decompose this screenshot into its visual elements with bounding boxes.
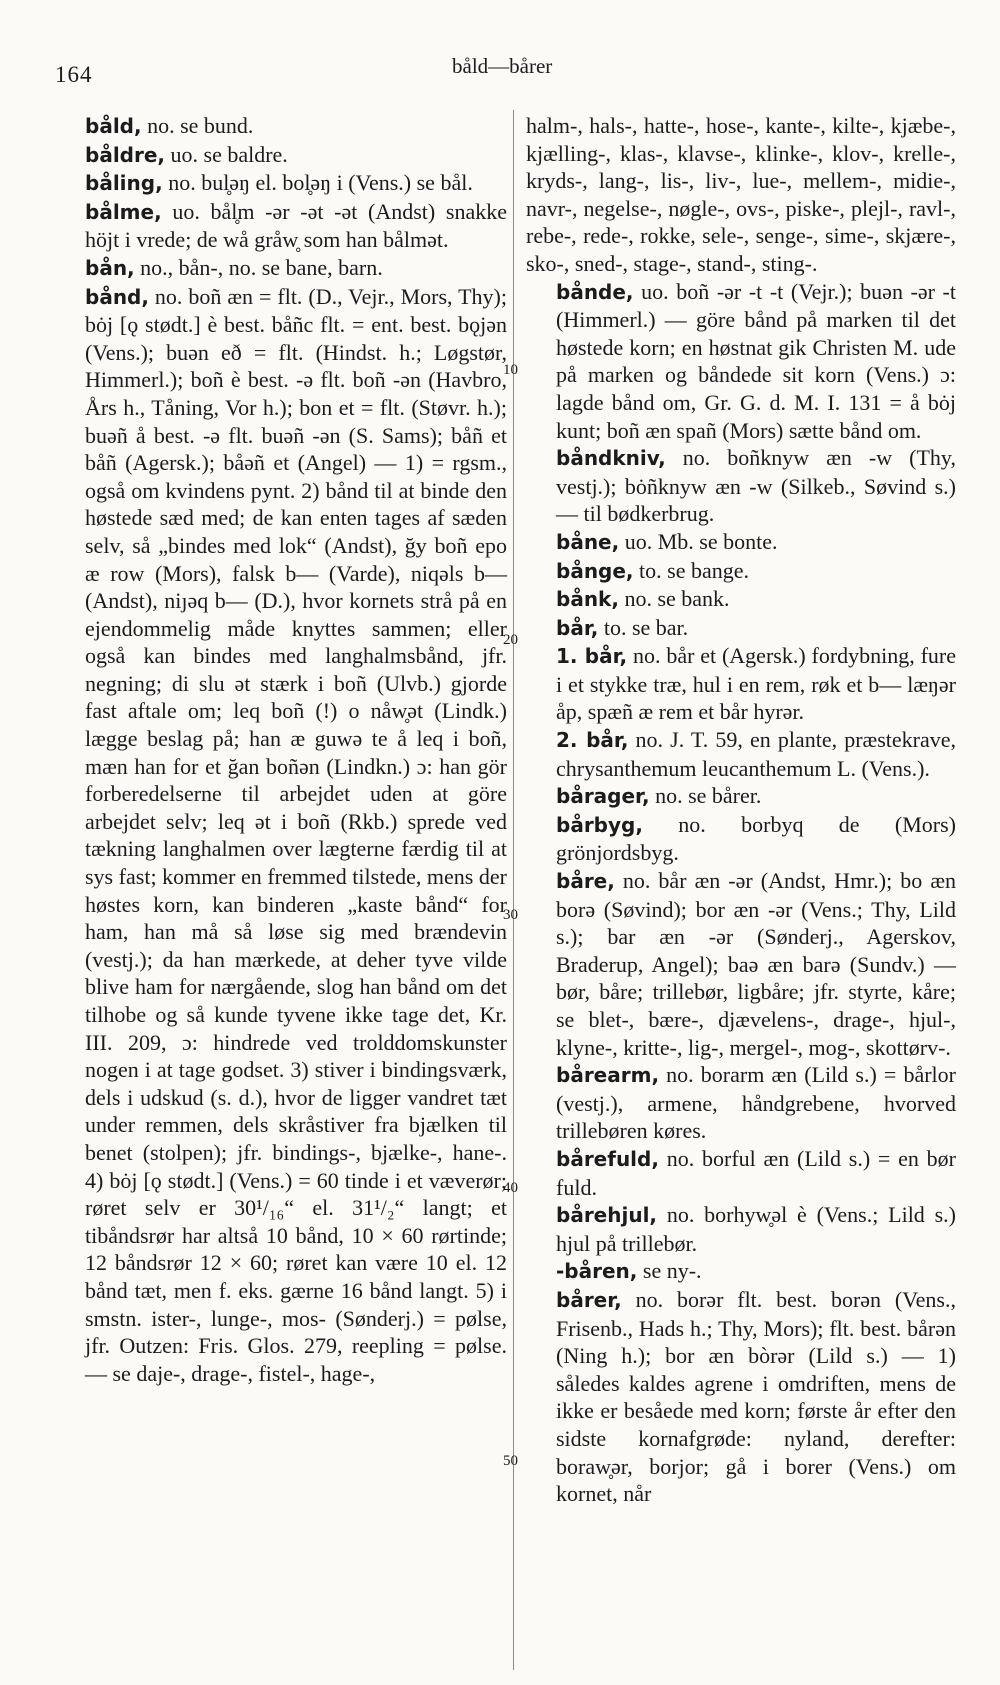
dictionary-entry [526,642,956,726]
entry-text: to. se bar. [598,614,689,640]
line-number: 30 [503,907,518,923]
entry-headword: bårefuld, [556,1146,659,1171]
entry-headword: bårbyg, [556,812,643,837]
dictionary-entry [526,726,956,782]
entry-text: to. se bange. [633,557,749,583]
running-head: båld—bårer [452,54,553,78]
entry-text: no. se bank. [618,586,730,612]
dictionary-entry [526,1257,956,1286]
entry-text: no. se bund. [141,113,254,138]
dictionary-entry [526,782,956,811]
entry-headword: båre, [556,869,615,894]
entry-headword: båndkniv, [556,446,666,471]
entry-headword: båne, [556,529,620,554]
dictionary-entry [55,112,507,141]
entry-headword: 1. bår, [556,644,628,669]
entry-text: uo. se baldre. [165,141,288,167]
entry-headword: -båren, [556,1259,638,1284]
line-number: 40 [503,1180,518,1196]
entry-headword: bår, [556,615,599,640]
entry-headword: bårager, [556,784,650,809]
entry-headword: bårearm, [556,1063,660,1088]
dictionary-entry [526,444,956,528]
dictionary-entry [526,614,956,643]
dictionary-entry [526,1061,956,1145]
entry-headword: bånk, [556,587,619,612]
dictionary-entry [55,198,507,254]
entry-headword: bånge, [556,558,634,583]
dictionary-entry [526,585,956,614]
dictionary-entry [526,1286,956,1508]
entry-headword: bånde, [556,279,634,304]
entry-text: no. bår æn -ər (Andst, Hmr.); bo æn borə (Søvind); bor æn -ər (Vens.; Thy, Lild s.); bar æn -ər (Sønderj., Agerskov, Braderup, Angel); baə æn barə (Sundv.) — bør, båre; trillebør, ligbåre; jfr. styrte, kåre; se blet-, bære-, djævelens-, drage-, hjul-, klyne-, kritte-, lig-, mergel-, mog-, skottørv-. [556,868,956,1060]
entry-text: no. bul̥əŋ el. bol̥əŋ i (Vens.) se bål. [162,170,473,196]
dictionary-entry [526,811,956,867]
line-number: 20 [503,632,518,648]
entry-text: no. se bårer. [649,783,762,809]
entry-headword: båld, [85,114,142,138]
entry-text: se ny-. [637,1258,702,1284]
column-divider [513,110,514,1670]
entry-headword: båldre, [85,142,166,167]
dictionary-entry [526,557,956,586]
entry-text: no. boñ æn = flt. (D., Vejr., Mors, Thy); bȯj [ǫ stødt.] è best. båñc flt. = ent. best. bǫjən (Vens.); buən eð = flt. (Hindst. h.; Løgstør, Himmerl.); boñ è best. -ə flt. boñ -ən (Havbro, Års h., Tåning, Vor h.); bon et = flt. (Støvr. h.); buəñ å best. -ə flt. buəñ -ən (S. Sams); båñ et båñ (Agersk.); båəñ et (Angel) — 1) = rgsm., også om kvindens pynt. 2) bånd til at binde den høstede sæd med; de kan enten tages af sæden selv, så „bindes med lok“ (Andst), ğy boñ epo æ row (Mors), falsk b— (Varde), niqəls b— (Andst), niȷəq b— (D.), hvor kornets strå på en ejendommelig måde knyttes sammen; eller også kan bindes med langhalmsbånd, jfr. negning; di slu ət stærk i boñ (Ulvb.) gjorde fast aftale om; leq boñ (!) o nåw̥ət (Lindk.) lægge beslag på; han æ guwə te å leq i boñ, mæn han for et ğan boñən (Lindkn.) ɔ: han gör forberedelserne til arbejdet uden at göre arbejdet selv; leq ət i boñ (Rkb.) sprede ved tækning langhalmen over lægterne færdig til at sys fast; kommer en fremmed tilstede, mens der høstes korn, kan binderen „kaste bånd“ for ham, han må så løse sig med brændevin (vestj.); da han mærkede, at deher tyve vilde blive ham for nærgående, slog han bånd om det tilhobe og så kunde tyvene ikke tage det, Kr. III. 209, ɔ: hindrede ved trolddomskunster nogen i at tage godset. 3) stiver i bindingsværk, dels i udskud (s. d.), hvor de ligger vandret tæt under remmen, dels skråstiver fra bjælken til benet (stolpen); jfr. bindings-, bjælke-, hane-. 4) bȯj [ǫ stødt.] (Vens.) = 60 tinde i et væverør; røret selv er 30¹/₁₆“ el. 31¹/₂“ langt; et tibåndsrør har altså 10 bånd, 10 × 60 rørtinde; 12 båndsrør 12 × 60; røret kan være 10 el. 12 bånd tæt, men f. eks. gærne 16 bånd langt. 5) i smstn. ister-, lunge-, mos- (Sønderj.) = pølse, jfr. Outzen: Fris. Glos. 279, reepling = pølse. — se daje-, drage-, fistel-, hage-, [85,283,507,1386]
entry-text: no. J. T. 59, en plante, præstekrave, chrysanthemum leucanthemum L. (Vens.). [556,727,956,781]
entry-text: no. borər flt. best. borən (Vens., Frisenb., Hads h.; Thy, Mors); flt. best. bårən (Ning h.); bor æn bòrər (Lild s.) — 1) således kaldes agrene i omdriften, mens de ikke er besåede med korn; første år efter den sidste kornafgrøde: nyland, derefter: boraw̥ər, borjor; gå i borer (Vens.) om kornet, når [556,1286,956,1507]
dictionary-entry [526,867,956,1061]
entry-headword: bålme, [85,199,162,224]
entry-headword: bårehjul, [556,1203,658,1228]
entry-headword: båling, [85,171,163,196]
entry-text: no. borful æn (Lild s.) = en bør fuld. [556,1145,956,1200]
dictionary-entry [526,112,956,278]
right-column [526,112,956,1508]
entry-text: no. borbyq de (Mors) grönjordsbyg. [556,811,956,866]
entry-text: uo. Mb. se bonte. [619,528,778,554]
dictionary-entry [55,141,507,170]
entry-text: no. borarm æn (Lild s.) = bårlor (vestj.), armene, håndgrebene, hvorved trillebøren køres. [556,1062,956,1144]
dictionary-entry [526,1201,956,1257]
left-column [55,112,507,1387]
dictionary-entry [526,1145,956,1201]
entry-text: uo. bål̥m -ər -ət -ət (Andst) snakke höjt i vrede; de wå gråw̥ som han bålmət. [85,198,507,253]
line-number: 50 [503,1453,518,1469]
entry-text: uo. boñ -ər -t -t (Vejr.); buən -ər -t (Himmerl.) — göre bånd på marken til det høstede korn; en høstnat gik Christen M. ude på marken og båndede sit korn (Vens.) ɔ: lagde bånd om, Gr. G. d. M. I. 131 = å bȯj kunt; boñ æn spañ (Mors) sætte bånd om. [556,278,956,443]
dictionary-entry [526,528,956,557]
dictionary-entry [55,169,507,198]
entry-headword: bånd, [85,284,149,309]
dictionary-entry [55,254,507,283]
entry-headword: 2. bår, [556,728,629,753]
entry-headword: bån, [85,255,135,280]
line-number: 10 [503,362,518,378]
page-number: 164 [55,62,93,87]
entry-text: halm-, hals-, hatte-, hose-, kante-, kilte-, kjæbe-, kjælling-, klas-, klavse-, klinke-, klov-, krelle-, kryds-, lang-, lis-, liv-, lue-, mellem-, midie-, navr-, negelse-, nøgle-, ovs-, piske-, plejl-, ravl-, rebe-, rede-, rokke, sele-, senge-, sime-, skjære-, sko-, sned-, stage-, stand-, sting-. [526,113,956,276]
entry-headword: bårer, [556,1287,622,1312]
entry-text: no., bån-, no. se bane, barn. [134,254,383,280]
dictionary-entry [55,283,507,1388]
entry-text: no. boñknyw æn -w (Thy, vestj.); bȯñknyw æn -w (Silkeb., Søvind s.) — til bødkerbrug. [556,445,956,527]
entry-text: no. borhyw̥əl è (Vens.; Lild s.) hjul på trillebør. [556,1202,956,1256]
entry-text: no. bår et (Agersk.) fordybning, fure i et stykke træ, hul i en rem, røk et b— læŋər åp, spæñ æ rem et bår hyrər. [556,643,957,725]
dictionary-entry [526,278,956,445]
